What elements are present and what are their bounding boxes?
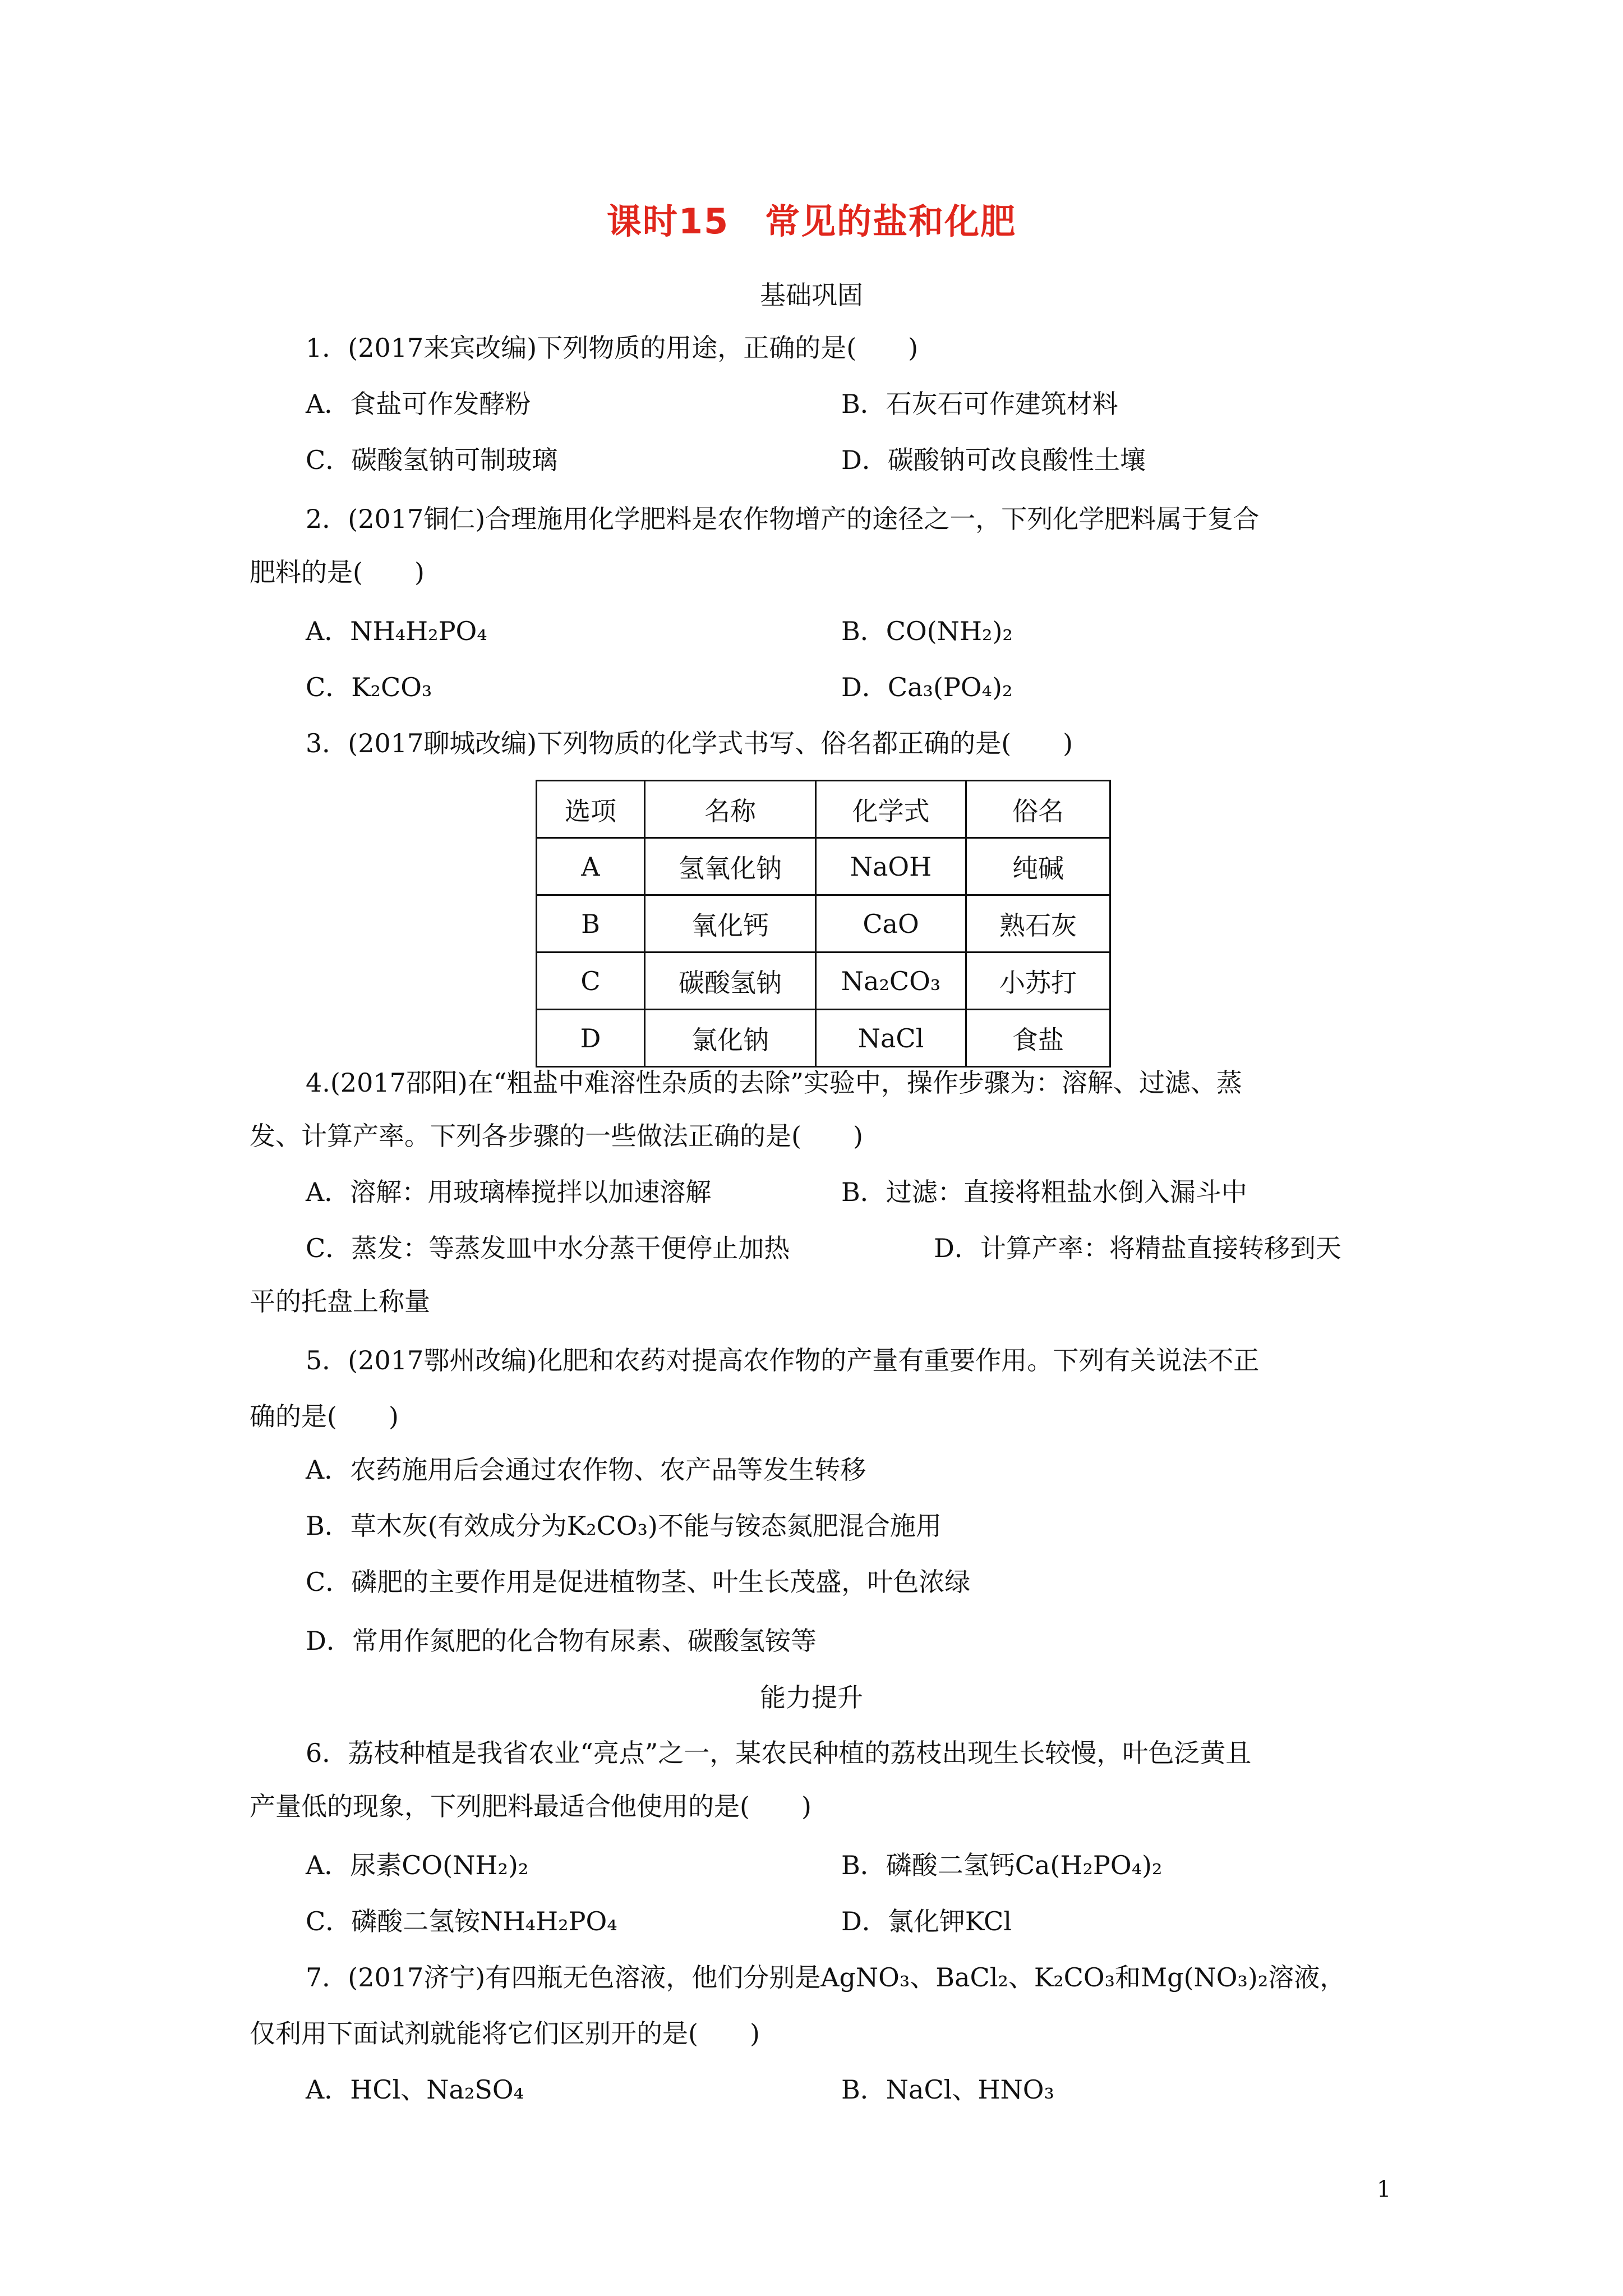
- question-7-stem-line1: 7．(2017济宁)有四瓶无色溶液，他们分别是AgNO₃、BaCl₂、K₂CO₃和Mg(NO₃)₂溶液，: [306, 1962, 1346, 1993]
- question-5-option-b: B．草木灰(有效成分为K₂CO₃)不能与铵态氮肥混合施用: [306, 1511, 942, 1541]
- question-7-stem-line2: 仅利用下面试剂就能将它们区别开的是( ): [250, 2018, 760, 2049]
- table-cell: Na₂CO₃: [816, 953, 966, 1010]
- table-cell: 熟石灰: [966, 895, 1110, 953]
- table-cell: 纯碱: [966, 838, 1110, 895]
- table-cell: C: [537, 953, 645, 1010]
- question-2-option-c: C．K₂CO₃: [306, 672, 432, 702]
- question-4-stem-line1: 4.(2017邵阳)在“粗盐中难溶性杂质的去除”实验中，操作步骤为：溶解、过滤、蒸: [306, 1068, 1242, 1098]
- table-row: [537, 895, 1110, 953]
- table-cell: 食盐: [966, 1010, 1110, 1067]
- table-cell: A: [537, 838, 645, 895]
- question-6-option-d: D．氯化钾KCl: [841, 1906, 1012, 1936]
- question-6-option-a: A．尿素CO(NH₂)₂: [306, 1850, 529, 1880]
- question-5-option-a: A．农药施用后会通过农作物、农产品等发生转移: [306, 1455, 866, 1485]
- question-4-option-c: C．蒸发：等蒸发皿中水分蒸干便停止加热: [306, 1233, 790, 1263]
- question-5-stem-line2: 确的是( ): [250, 1401, 399, 1432]
- chemical-table: [536, 780, 1111, 1068]
- table-header: 化学式: [816, 781, 966, 838]
- question-6-option-b: B．磷酸二氢钙Ca(H₂PO₄)₂: [841, 1850, 1163, 1880]
- table-header: 选项: [537, 781, 645, 838]
- question-4-stem-line2: 发、计算产率。下列各步骤的一些做法正确的是( ): [250, 1121, 863, 1151]
- question-2-option-b: B．CO(NH₂)₂: [841, 616, 1013, 646]
- question-4-option-b: B．过滤：直接将粗盐水倒入漏斗中: [841, 1177, 1247, 1207]
- table-row: [537, 1010, 1110, 1067]
- question-4-option-a: A．溶解：用玻璃棒搅拌以加速溶解: [306, 1177, 712, 1207]
- question-7-option-b: B．NaCl、HNO₃: [841, 2074, 1054, 2105]
- table-cell: 氯化钠: [645, 1010, 816, 1067]
- table-cell: NaOH: [816, 838, 966, 895]
- question-1-option-c: C．碳酸氢钠可制玻璃: [306, 445, 558, 475]
- question-1-option-d: D．碳酸钠可改良酸性土壤: [841, 445, 1146, 475]
- question-1-option-a: A．食盐可作发酵粉: [306, 389, 531, 419]
- question-7-option-a: A．HCl、Na₂SO₄: [306, 2074, 524, 2105]
- question-2-option-d: D．Ca₃(PO₄)₂: [841, 672, 1013, 702]
- table-cell: 氧化钙: [645, 895, 816, 953]
- question-5-option-c: C．磷肥的主要作用是促进植物茎、叶生长茂盛，叶色浓绿: [306, 1567, 971, 1597]
- question-2-option-a: A．NH₄H₂PO₄: [306, 616, 487, 646]
- table-row: [537, 838, 1110, 895]
- table-cell: NaCl: [816, 1010, 966, 1067]
- question-6-stem-line2: 产量低的现象，下列肥料最适合他使用的是( ): [250, 1791, 811, 1821]
- section-advanced: 能力提升: [760, 1682, 863, 1713]
- page-title: 课时15 常见的盐和化肥: [606, 201, 1017, 242]
- question-5-stem-line1: 5．(2017鄂州改编)化肥和农药对提高农作物的产量有重要作用。下列有关说法不正: [306, 1345, 1260, 1375]
- table-cell: B: [537, 895, 645, 953]
- table-cell: CaO: [816, 895, 966, 953]
- question-2-stem-line2: 肥料的是( ): [250, 557, 425, 587]
- table-row: [537, 953, 1110, 1010]
- page-number: 1: [1377, 2177, 1391, 2202]
- table-header: 名称: [645, 781, 816, 838]
- question-4-option-d: D．计算产率：将精盐直接转移到天: [934, 1233, 1341, 1263]
- table-cell: 小苏打: [966, 953, 1110, 1010]
- table-header-row: [537, 781, 1110, 838]
- table-cell: D: [537, 1010, 645, 1067]
- question-6-option-c: C．磷酸二氢铵NH₄H₂PO₄: [306, 1906, 617, 1936]
- question-2-stem-line1: 2．(2017铜仁)合理施用化学肥料是农作物增产的途径之一，下列化学肥料属于复合: [306, 504, 1260, 534]
- question-1-option-b: B．石灰石可作建筑材料: [841, 389, 1118, 419]
- question-4-option-d-cont: 平的托盘上称量: [250, 1286, 430, 1317]
- section-basic: 基础巩固: [760, 280, 863, 310]
- question-6-stem-line1: 6．荔枝种植是我省农业“亮点”之一，某农民种植的荔枝出现生长较慢，叶色泛黄且: [306, 1738, 1252, 1768]
- table-header: 俗名: [966, 781, 1110, 838]
- question-1-stem: 1．(2017来宾改编)下列物质的用途，正确的是( ): [306, 333, 919, 363]
- question-3-stem: 3．(2017聊城改编)下列物质的化学式书写、俗名都正确的是( ): [306, 728, 1073, 758]
- table-cell: 碳酸氢钠: [645, 953, 816, 1010]
- question-5-option-d: D．常用作氮肥的化合物有尿素、碳酸氢铵等: [306, 1626, 817, 1656]
- table-cell: 氢氧化钠: [645, 838, 816, 895]
